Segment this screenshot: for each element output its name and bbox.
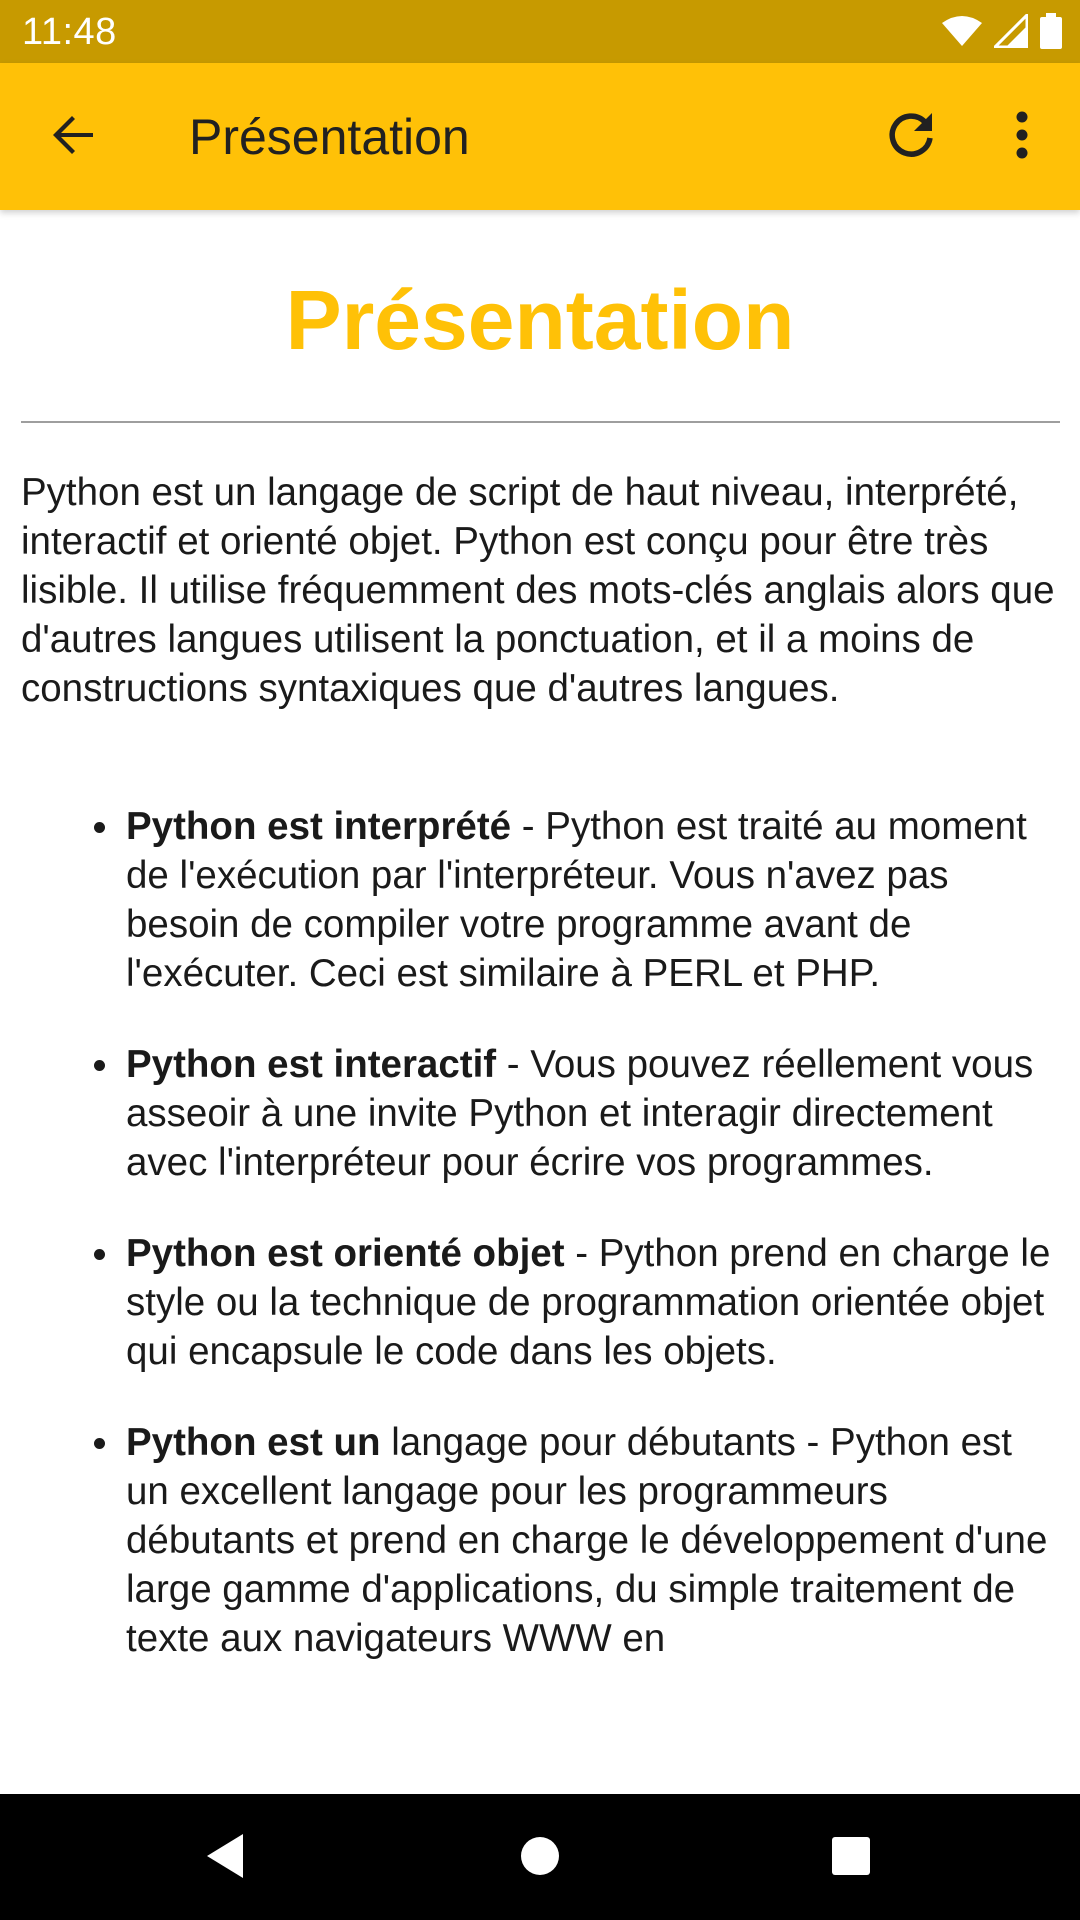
back-button[interactable]: [28, 99, 118, 175]
arrow-back-icon: [49, 111, 97, 164]
bullet-icon: [94, 1249, 105, 1260]
feature-text: langage pour débutants - Python est un excellent langage pour les programmeurs débutants et prend en charge le développement d'une large gamme d'applications, du simple traitement de texte aux navigateurs WWW en: [126, 1421, 1048, 1660]
nav-back-icon: [203, 1832, 247, 1885]
nav-home-button[interactable]: [500, 1818, 580, 1898]
page-heading: Présentation: [285, 273, 795, 367]
refresh-button[interactable]: [870, 99, 952, 175]
bullet-icon: [94, 1060, 105, 1071]
status-icons: [942, 12, 1062, 50]
nav-recents-icon: [831, 1836, 871, 1881]
features-list: [0, 802, 1080, 1705]
nav-recents-button[interactable]: [811, 1818, 891, 1898]
feature-text: - Python prend en charge le style ou la technique de programmation orientée objet qui encapsule le code dans les objets.: [126, 1232, 1051, 1373]
wifi-icon: [942, 15, 982, 47]
feature-text: - Python est traité au moment de l'exécution par l'interpréteur. Vous n'avez pas besoin de compiler votre programme avant de l'exécuter. Ceci est similaire à PERL et PHP.: [126, 805, 1027, 995]
app-bar-title: Présentation: [189, 109, 470, 165]
divider: [21, 421, 1060, 423]
intro-paragraph: Python est un langage de script de haut niveau, interprété, interactif et orienté objet. Python est conçu pour être très lisible. Il utilise fréquemment des mots-clés anglais alors que d'autres langues utilisent la ponctuation, et il a moins de constructions syntaxiques que d'autres langues.: [21, 471, 1055, 710]
feature-term: Python est un: [126, 1421, 381, 1464]
feature-term: Python est orienté objet: [126, 1232, 565, 1275]
status-time: 11:48: [22, 11, 117, 53]
refresh-icon: [885, 109, 937, 166]
nav-back-button[interactable]: [185, 1818, 265, 1898]
battery-icon: [1040, 13, 1062, 49]
list-item: [0, 1418, 1080, 1663]
list-item: [0, 1040, 1080, 1187]
more-vert-icon: [1014, 111, 1030, 164]
list-item: [0, 802, 1080, 998]
content-scroll-area[interactable]: [0, 210, 1080, 1794]
more-options-button[interactable]: [984, 99, 1060, 175]
status-bar: [0, 0, 1080, 63]
bullet-icon: [94, 1438, 105, 1449]
feature-term: Python est interprété: [126, 805, 512, 848]
nav-home-icon: [520, 1836, 560, 1881]
cellular-signal-icon: [994, 14, 1028, 48]
app-bar: [0, 63, 1080, 210]
navigation-bar: [0, 1794, 1080, 1920]
bullet-icon: [94, 822, 105, 833]
list-item: [0, 1229, 1080, 1376]
feature-term: Python est interactif: [126, 1043, 497, 1086]
feature-text: - Vous pouvez réellement vous asseoir à une invite Python et interagir directement avec l'interpréteur pour écrire vos programmes.: [126, 1043, 1034, 1184]
